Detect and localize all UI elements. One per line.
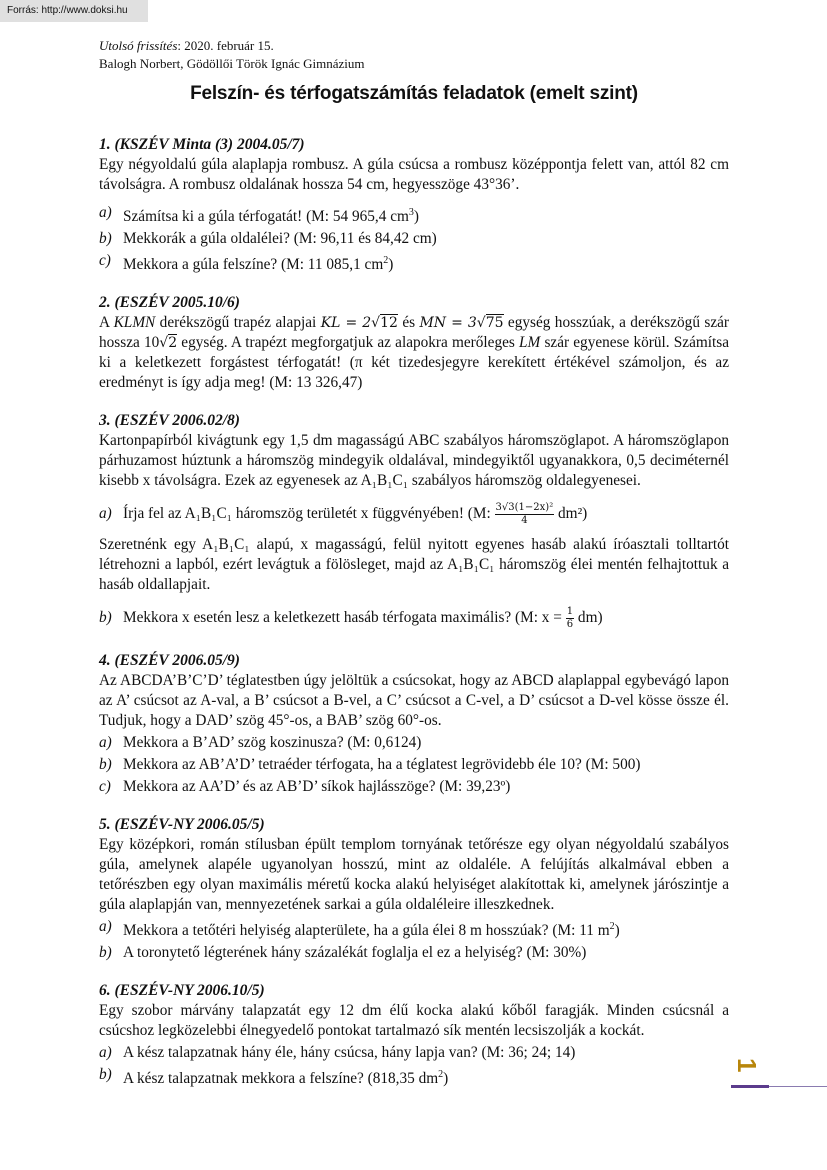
subtask-b: b) Mekkorák a gúla oldalélei? (M: 96,11 és 84,42 cm) (99, 230, 437, 248)
exercise-4 (99, 651, 729, 797)
exercise-2 (99, 293, 729, 393)
subtask-c: c) Mekkora az AA’D’ és az AB’D’ síkok hajlásszöge? (M: 39,23º) (99, 778, 511, 796)
subtask-a: a) Mekkora a B’AD’ szög koszinusza? (M: 0,6124) (99, 734, 422, 752)
subtask-b: b) Mekkora az AB’A’D’ tetraéder térfogata, ha a téglatest legrövidebb éle 10? (M: 500) (99, 756, 641, 774)
exercise-heading: 3. (ESZÉV 2006.02/8) (99, 412, 240, 430)
subtask-b: b) A kész talapzatnak mekkora a felszíne? (818,35 $dm^2$) (99, 1066, 449, 1088)
exercise-1 (99, 135, 729, 275)
exercise-3 (99, 411, 729, 633)
subtask-a: a) A kész talapzatnak hány éle, hány csúcsa, hány lapja van? (M: 36; 24; 14) (99, 1044, 576, 1062)
exercise-text: Egy szobor márvány talapzatát egy 12 dm élű kocka alakú kőből faragják. Minden csúcsnál a csúcshoz legközelebbi élnegyedelő pontokat tartalmazó sík mentén lecsiszolják a kockát. (99, 1002, 729, 1040)
footer-accent-line (731, 1085, 769, 1088)
subtask-b: b) A toronytető légterének hány százalékát foglalja el ez a helyiség? (M: 30%) (99, 944, 587, 962)
exercise-text-2: Szeretnénk egy A₁B₁C₁ alapú, x magasságú, felül nyitott egyenes hasáb alakú íróasztali tolltartót létrehozni a lapból, ezért levágtuk a fölösleget, majd az A₁B₁C₁ háromszög élei mentén felhajtottuk a hasáb oldallapjait. (99, 536, 729, 594)
exercise-heading: 4. (ESZÉV 2006.05/9) (99, 652, 240, 670)
exercise-text: Egy középkori, román stílusban épült templom tornyának tetőrésze egy olyan négyoldalú szabályos gúla, amelynek alapéle ugyanolyan hosszú, mint az oldaléle. A felújítás alkalmával ebben a tetőrészben egy olyan maximális méretű kocka alakú helyiséget alakítottak ki, amelynek járószintje a gúla alaplapján van, mennyezetének sarkai a gúla oldaléleire illeszkednek. (99, 836, 729, 914)
updated-label: Utolsó frissítés (99, 38, 178, 53)
exercise-text: Egy négyoldalú gúla alaplapja rombusz. A gúla csúcsa a rombusz középpontja felett van, attól 82 cm távolságra. A rombusz oldalának hossza 54 cm, hegyesszöge 43°36’. (99, 156, 729, 193)
page-title: Felszín- és térfogatszámítás feladatok (emelt szint) (190, 83, 638, 104)
updated-date: : 2020. február 15. (177, 38, 274, 53)
footer-line (769, 1086, 827, 1087)
document-page (99, 37, 729, 1107)
exercise-heading: 1. (KSZÉV Minta (3) 2004.05/7) (99, 136, 305, 153)
exercise-6 (99, 981, 729, 1089)
exercise-heading: 5. (ESZÉV-NY 2006.05/5) (99, 816, 265, 834)
exercise-text: Kartonpapírból kivágtunk egy 1,5 dm magasságú ABC szabályos háromszöglapot. A háromszöglapon párhuzamost húztunk a háromszög mindegyik oldalával, mindegyiktől ugyanakkora, 0,5 deciméternél kisebb x távolságra. Ezek az egyenesek az A₁B₁C₁ szabályos háromszög oldalegyenesei. (99, 432, 729, 490)
subtask-c: c) Mekkora a gúla felszíne? (M: 11 085,1 $cm^2$) (99, 252, 394, 274)
page-number: 1 (732, 1058, 762, 1073)
subtask-a: a) Írja fel az A₁B₁C₁ háromszög területét x függvényében! (M: $\frac{\text{3√3(1−2x)²}}{4} dm^2$) (99, 502, 588, 527)
subtask-a: a) Mekkora a tetőtéri helyiség alapterülete, ha a gúla élei 8 m hosszúak? (M: 11 $m^2$) (99, 918, 620, 940)
exercise-5 (99, 815, 729, 963)
exercise-text: A KLMN derékszögű trapéz alapjai KL = 2√12 és MN = 3√75 egység hosszúak, a derékszögű szár hossza 10√2 egység. A trapézt megforgatjuk az alapokra merőleges LM szár egyenese körül. Számítsa ki a keletkezett forgástest térfogatát! (π két tizedesjegyre kerekített értékével számoljon, és az eredményt is így adja meg! (M: 13 326,47) (99, 314, 730, 392)
exercise-heading: 6. (ESZÉV-NY 2006.10/5) (99, 982, 265, 1000)
source-banner: Forrás: http://www.doksi.hu (0, 0, 148, 22)
subtask-a: a) Számítsa ki a gúla térfogatát! (M: 54 965,4 $cm^3$) (99, 204, 419, 226)
document-meta (99, 37, 729, 73)
exercise-text: Az ABCDA’B’C’D’ téglatestben úgy jelöltük a csúcsokat, hogy az ABCD alaplappal egybevágó lapon az A’ csúcsot az A-val, a B’ csúcsot a B-vel, a C’ csúcsot a C-vel, a D’ csúcsot a D-vel kösse össze él. Tudjuk, hogy a DAD’ szög 45°-os, a BAB’ szög 60°-os. (99, 672, 729, 730)
exercise-heading: 2. (ESZÉV 2005.10/6) (99, 294, 240, 312)
subtask-b: b) Mekkora x esetén lesz a keletkezett hasáb térfogata maximális? (M: x = $\frac{1}{6} dm$) (99, 606, 603, 631)
author: Balogh Norbert, Gödöllői Török Ignác Gimnázium (99, 56, 365, 71)
